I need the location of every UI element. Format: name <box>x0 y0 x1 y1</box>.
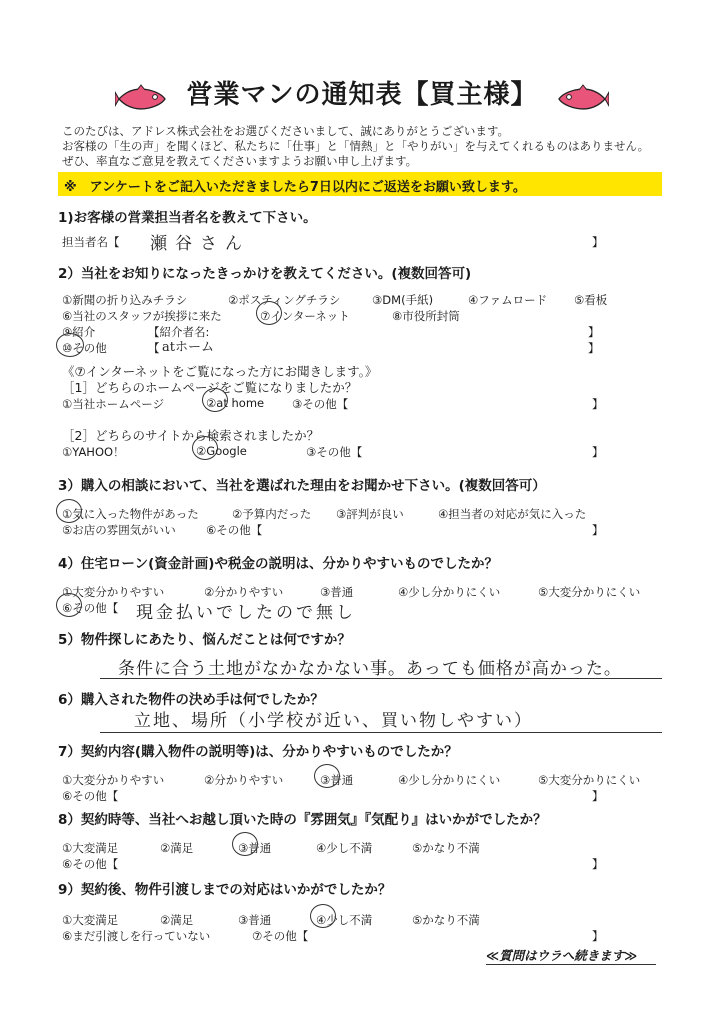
sub2-option: ②Google <box>196 444 247 458</box>
sub2-option: ①YAHOO！ <box>62 445 125 459</box>
question-1: 1)お客様の営業担当者名を教えて下さい。 <box>58 210 317 226</box>
referrer-label: 【紹介者名: <box>148 325 210 339</box>
question-7: 7）契約内容(購入物件の説明等)は、分かりやすいものでしたか？ <box>58 744 458 760</box>
bracket-close: 】 <box>592 523 604 537</box>
q2-other-answer: atホーム <box>162 340 214 355</box>
question-8: 8）契約時等、当社へお越し頂いた時の『雰囲気』『気配り』はいかがでしたか？ <box>58 812 547 828</box>
staff-name-answer: 瀬谷さん <box>150 234 250 254</box>
answer-circle <box>232 832 258 856</box>
internet-lead: 《⑦インターネットをご覧になった方にお聞きします。》 <box>62 364 378 379</box>
title-area <box>0 74 724 114</box>
question-2: 2）当社をお知りになったきっかけを教えてください。(複数回答可) <box>58 266 472 282</box>
q8-option: ⑥その他【 <box>62 857 119 871</box>
answer-circle <box>192 436 218 460</box>
question-4: 4）住宅ローン(資金計画)や税金の説明は、分かりやすいものでしたか？ <box>58 556 498 572</box>
q9-option: ①大変満足 <box>62 913 119 927</box>
q9-option: ⑤かなり不満 <box>412 913 480 927</box>
question-6: 6）購入された物件の決め手は何でしたか？ <box>58 692 324 708</box>
q4-answer: 現金払いでしたので無し <box>136 603 356 623</box>
q9-option: ④少し不満 <box>316 913 373 927</box>
sub1-option: ③その他【 <box>292 397 349 411</box>
q2-option: ①新聞の折り込みチラシ <box>62 293 188 307</box>
q2-option: ⑤看板 <box>574 293 608 307</box>
q3-option: ⑥その他【 <box>206 523 263 537</box>
q5-answer: 条件に合う土地がなかなかない事。あっても価格が高かった。 <box>118 659 622 679</box>
q3-option: ②予算内だった <box>232 507 312 521</box>
bracket-close: 】 <box>588 325 600 339</box>
q3-option: ⑤お店の雰囲気がいい <box>62 523 176 537</box>
question-9: 9）契約後、物件引渡しまでの対応はいかがでしたか？ <box>58 882 392 898</box>
intro-line: ぜひ、率直なご意見を教えてくださいますようお願い申し上げます。 <box>62 154 418 168</box>
q4-option: ③普通 <box>320 585 354 599</box>
q9-option: ⑦その他【 <box>252 929 309 943</box>
intro-line: お客様の「生の声」を聞くほど、私たちに「仕事」と「情熱」と「やりがい」を与えてくれるものはありません。 <box>62 139 650 153</box>
answer-line <box>100 678 662 679</box>
q4-option: ⑤大変分かりにくい <box>538 585 641 599</box>
sea-bream-icon <box>115 84 169 114</box>
q8-option: ②満足 <box>160 841 194 855</box>
q2-option: ⑨紹介 <box>62 325 96 339</box>
sub2-option: ③その他【 <box>306 445 363 459</box>
q7-option: ④少し分かりにくい <box>398 773 501 787</box>
q3-option: ③評判が良い <box>336 507 404 521</box>
q4-option: ②分かりやすい <box>204 585 284 599</box>
answer-circle <box>56 593 82 617</box>
q2-option: ⑥当社のスタッフが挨拶に来た <box>62 309 222 323</box>
answer-circle <box>56 333 84 357</box>
q7-option: ⑤大変分かりにくい <box>538 773 641 787</box>
page-title: 営業マンの通知表【買主様】 <box>186 80 538 110</box>
q8-option: ④少し不満 <box>316 841 373 855</box>
answer-circle <box>314 764 340 788</box>
q2-option: ②ポスティングチラシ <box>228 293 341 307</box>
q7-option: ⑥その他【 <box>62 789 119 803</box>
sub-question-2: ［2］どちらのサイトから検索されましたか？ <box>62 428 320 443</box>
sea-bream-icon <box>555 84 609 114</box>
bracket-close: 】 <box>592 235 604 249</box>
sub-question-1: ［1］どちらのホームページをご覧になりましたか？ <box>62 380 358 395</box>
q8-option: ③普通 <box>238 841 272 855</box>
intro-line: このたびは、アドレス株式会社をお選びくださいまして、誠にありがとうございます。 <box>62 124 510 138</box>
q9-option: ⑥まだ引渡しを行っていない <box>62 929 211 943</box>
q2-option: ⑩その他 <box>62 341 107 355</box>
q4-option: ⑥その他【 <box>62 601 119 615</box>
answer-circle <box>202 388 228 412</box>
bracket-close: 】 <box>588 341 600 355</box>
q6-answer: 立地、場所（小学校が近い、買い物しやすい） <box>134 711 533 731</box>
bracket-close: 】 <box>592 857 604 871</box>
q3-option: ①気に入った物件があった <box>62 507 199 521</box>
q7-option: ①大変分かりやすい <box>62 773 165 787</box>
q4-option: ①大変分かりやすい <box>62 585 165 599</box>
answer-line <box>100 732 662 733</box>
q7-option: ③普通 <box>320 773 354 787</box>
q8-option: ①大変満足 <box>62 841 119 855</box>
bracket-close: 】 <box>592 445 604 459</box>
underline <box>486 964 656 965</box>
q4-option: ④少し分かりにくい <box>398 585 501 599</box>
q7-option: ②分かりやすい <box>204 773 284 787</box>
q3-option: ④担当者の対応が気に入った <box>438 507 587 521</box>
q8-option: ⑤かなり不満 <box>412 841 480 855</box>
sub1-option: ①当社ホームページ <box>62 397 165 411</box>
q9-option: ③普通 <box>238 913 272 927</box>
q2-option: ④ファムロード <box>468 293 548 307</box>
answer-circle <box>310 904 336 928</box>
q2-option: ⑦インターネット <box>260 309 350 323</box>
q2-option: ⑧市役所封筒 <box>392 309 460 323</box>
bracket-close: 】 <box>592 929 604 943</box>
bracket-close: 】 <box>592 397 604 411</box>
q9-option: ②満足 <box>160 913 194 927</box>
continue-note: ≪質問はウラへ続きます≫ <box>486 948 638 963</box>
notice-text: ※ アンケートをご記入いただきましたら7日以内にご返送をお願い致します。 <box>64 180 526 195</box>
q2-option: ③DM(手紙) <box>372 293 434 307</box>
question-3: 3）購入の相談において、当社を選ばれた理由をお聞かせ下さい。(複数回答可） <box>58 478 546 494</box>
sub1-option: ②at home <box>206 396 265 410</box>
bracket-close: 】 <box>592 789 604 803</box>
staff-name-label: 担当者名【 <box>62 235 120 249</box>
answer-circle <box>256 301 282 325</box>
question-5: 5）物件探しにあたり、悩んだことは何ですか？ <box>58 632 351 648</box>
bracket-open: 【 <box>148 341 160 355</box>
answer-circle <box>56 499 82 523</box>
